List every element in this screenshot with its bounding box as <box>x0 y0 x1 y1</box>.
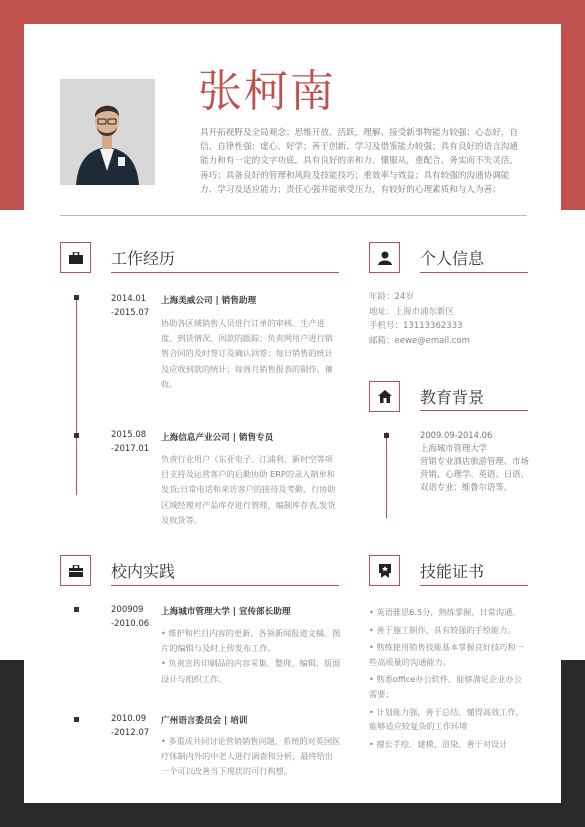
education-date: 2009.09-2014.06 <box>420 430 493 440</box>
education-detail <box>420 429 530 494</box>
campus-section-title: 校内实践 <box>111 562 176 581</box>
campus-org-2: 广州语言委员会 | 培训 <box>161 716 248 726</box>
award-icon <box>369 555 400 586</box>
education-timeline <box>386 432 387 518</box>
skills-section-title: 技能证书 <box>420 562 485 581</box>
skills-title-underline <box>420 585 528 586</box>
education-school: 上海城市管理大学 <box>420 443 487 453</box>
campus-org-1: 上海城市管理大学 | 宣传部长助理 <box>161 607 291 617</box>
work-desc-2: 负责行业用户（东亚电子、江浦利、新时空等项目支持及运营客户的后勤协助 ERP的录入制单和发货;日常电话和来访客户的接待及考勤、行协助区域经理对产品库存进行管理，编制库存表,发货及收货等。 <box>161 454 336 525</box>
timeline-dot <box>74 607 79 612</box>
personal-info <box>369 290 470 348</box>
work-company-1: 上海美威公司 | 销售助理 <box>161 296 257 306</box>
personal-title-underline <box>420 272 528 273</box>
personal-section-title: 个人信息 <box>420 249 485 268</box>
home-icon <box>369 381 400 412</box>
toolbox-icon <box>60 555 91 586</box>
timeline-dot <box>74 717 79 722</box>
campus-desc-1: • 维护和栏目内容的更新、各领新闻报道文稿、图片的编辑与及时上传发布工作。 • 负责宣传印刷品的内容采集、整理、编辑、版面设计与组织工作。 <box>161 628 341 684</box>
work-section-title: 工作经历 <box>111 249 176 268</box>
skill-item: • 计划能力强，善于总结，懂得高效工作，能够适应较复杂的工作环境 <box>369 706 524 732</box>
profile-photo <box>60 79 155 185</box>
phone-field: 手机号：13113362333 <box>369 321 463 331</box>
campus-desc-2: • 多重成共同讨论营销销售问题，系统的对英国医疗体制内外的中老人进行调查和分析，最终给出一个可以改善当下现状的可行构想。 <box>161 736 341 777</box>
work-title-underline <box>111 272 339 273</box>
work-company-2: 上海信息产业公司 | 销售专员 <box>161 433 274 443</box>
campus-date-2: 2010.09 -2012.07 <box>111 714 150 738</box>
work-timeline <box>76 297 77 495</box>
education-title-underline <box>420 410 528 411</box>
campus-title-underline <box>111 585 339 586</box>
person-icon <box>369 242 400 273</box>
header-divider <box>60 215 527 216</box>
skill-item: • 英语雅思6.5分，熟练掌握，日常沟通。 <box>369 607 521 617</box>
work-desc-1: 协助各区域销售人员进行订单的审核、生产进度、到货情况、回款的跟踪；负责网用户进行销售合同的及时签订及确认回签；每日销售的统计及应收到款的统计；每周月销售报表的制作、催收。 <box>161 318 333 389</box>
skills-list <box>369 605 529 754</box>
timeline-dot <box>384 433 389 438</box>
candidate-name: 张柯南 <box>198 66 336 117</box>
email-field: 邮箱：eewe@email.com <box>369 335 470 346</box>
skill-item: • 善于施工制作，具有较强的手绘能力。 <box>369 624 516 635</box>
skill-item: • 熟悉office办公软件，能够满足企业办公需要； <box>369 674 522 699</box>
work-date-2: 2015.08 -2017.01 <box>111 430 150 454</box>
education-section-title: 教育背景 <box>420 388 485 407</box>
campus-date-1: 200909 -2010.06 <box>111 605 150 629</box>
self-introduction: 具开拓视野及全局观念；思维开放、活跃，理解、接受新事物能力较强；心态好，自信、自律性强；虚心、好学；善于创新、学习及借鉴能力较强；具有良好的语言沟通能力和有一定的文字功底，具有良好的亲和力、懂服从，重配合、务实而不失灵活，善巧；具备良好的管理和风险及技能技巧；重效率与效益；具有较强的沟通协调能力、学习及适应能力；责任心强并能承受压力，有较好的心理素质和与人为善； <box>200 128 518 195</box>
timeline-dot <box>74 295 79 300</box>
briefcase-icon <box>60 242 91 273</box>
work-date-1: 2014.01 -2015.07 <box>111 294 150 318</box>
skill-item: • 擅长手绘、建模、渲染，善于对设计 <box>369 738 508 749</box>
age-field: 年龄：24岁 <box>369 292 414 302</box>
timeline-dot <box>74 433 79 438</box>
skill-item: • 熟练使用销售技能基本掌握良好技巧和一些高质量的沟通能力。 <box>369 642 524 667</box>
education-desc: 营销专业酒店旅游管理、市场营销、心理学、英语、日语、双语专业：维鲁尔语等。 <box>420 456 529 492</box>
address-field: 地址：上海市浦东新区 <box>369 306 455 317</box>
